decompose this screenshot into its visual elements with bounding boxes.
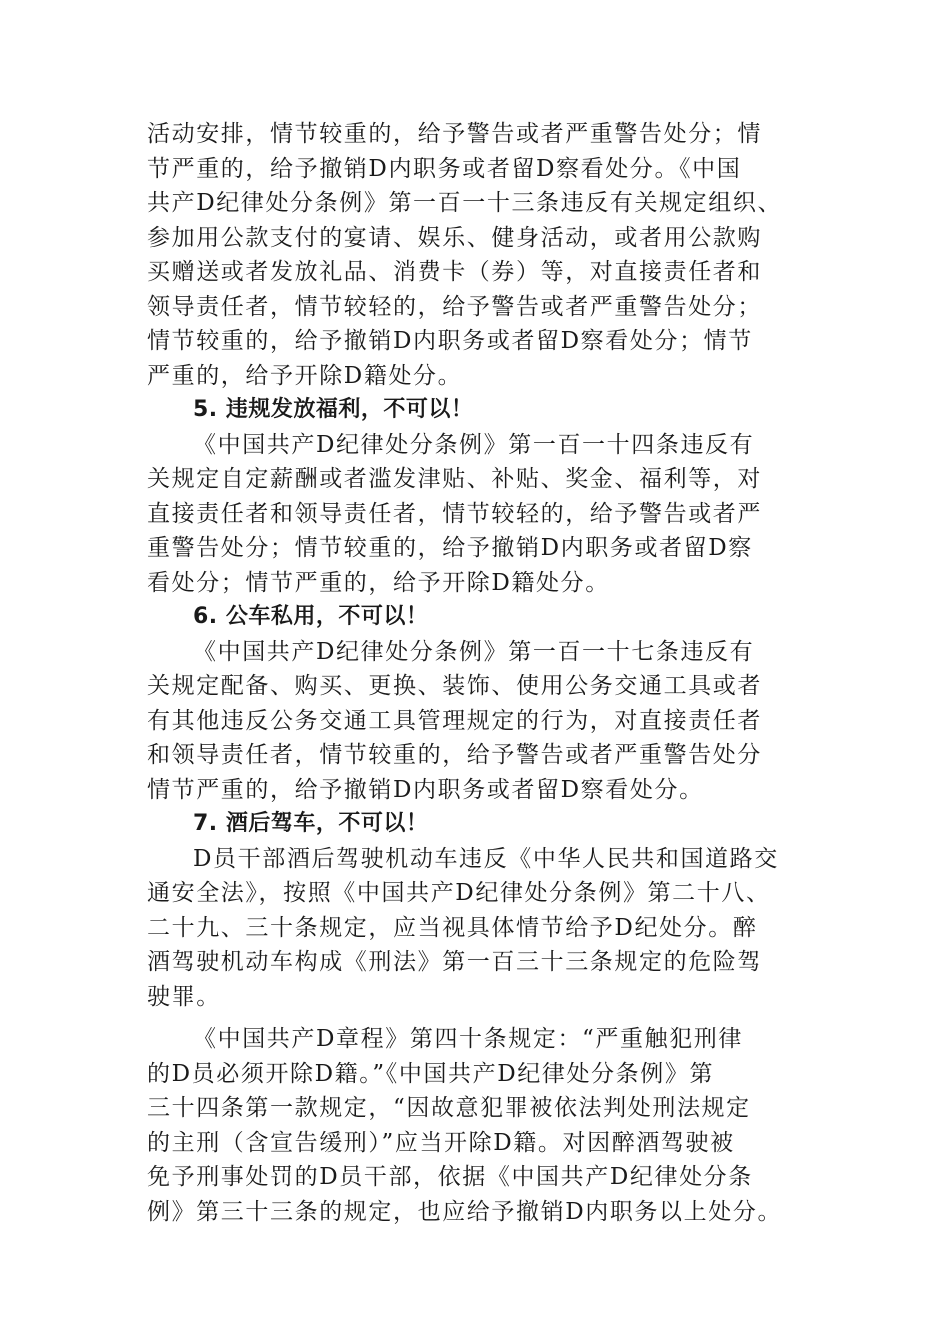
paragraph-drunk-driving	[147, 842, 812, 1015]
text-line: 活动安排，情节较重的，给予警告或者严重警告处分；情	[147, 121, 762, 147]
paragraph-continued	[147, 117, 812, 393]
text-line: 关规定配备、购买、更换、装饰、使用公务交通工具或者	[147, 673, 762, 699]
paragraph-party-constitution	[147, 1022, 812, 1229]
text-line: 三十四条第一款规定，“因故意犯罪被依法判处刑法规定	[147, 1095, 751, 1121]
text-line: 和领导责任者，情节较重的，给予警告或者严重警告处分	[147, 742, 762, 768]
text-line: 严重的，给予开除D籍处分。	[147, 362, 463, 389]
section-heading-7: 7. 酒后驾车，不可以！	[193, 811, 429, 836]
text-line: 节严重的，给予撤销D内职务或者留D察看处分。《中国	[147, 155, 742, 182]
text-line: 有其他违反公务交通工具管理规定的行为，对直接责任者	[147, 707, 762, 734]
text-line: 情节严重的，给予撤销D内职务或者留D察看处分。	[147, 776, 704, 803]
section-heading-6: 6. 公车私用，不可以！	[193, 604, 429, 629]
text-line: D员干部酒后驾驶机动车违反《中华人民共和国道路交	[193, 845, 779, 872]
text-line: 情节较重的，给予撤销D内职务或者留D察看处分；情节	[147, 328, 753, 354]
text-line: 重警告处分；情节较重的，给予撤销D内职务或者留D察	[147, 535, 753, 561]
text-line: 买赠送或者发放礼品、消费卡（券）等，对直接责任者和	[147, 259, 762, 285]
text-line: 《中国共产D章程》第四十条规定：“严重触犯刑律	[193, 1026, 743, 1052]
text-line: 参加用公款支付的宴请、娱乐、健身活动，或者用公款购	[147, 224, 762, 251]
text-line: 的主刑（含宣告缓刑）”应当开除D籍。对因醉酒驾驶被	[147, 1129, 735, 1156]
text-line: 看处分；情节严重的，给予开除D籍处分。	[147, 569, 610, 596]
text-line: 《中国共产D纪律处分条例》第一百一十七条违反有	[193, 638, 755, 665]
text-line: 《中国共产D纪律处分条例》第一百一十四条违反有	[193, 431, 755, 458]
text-line: 的D员必须开除D籍。”《中国共产D纪律处分条例》第	[147, 1060, 715, 1087]
text-line: 关规定自定薪酬或者滥发津贴、补贴、奖金、福利等，对	[147, 466, 762, 492]
paragraph-welfare	[147, 428, 812, 601]
text-line: 通安全法》，按照《中国共产D纪律处分条例》第二十八、	[147, 880, 771, 906]
section-heading-5: 5. 违规发放福利，不可以！	[193, 397, 474, 422]
text-line: 领导责任者，情节较轻的，给予警告或者严重警告处分；	[147, 293, 762, 320]
text-line: 共产D纪律处分条例》第一百一十三条违反有关规定组织、	[147, 190, 783, 216]
text-line: 驶罪。	[147, 983, 221, 1010]
text-line: 二十九、三十条规定，应当视具体情节给予D纪处分。醉	[147, 914, 758, 941]
document-body	[147, 117, 812, 1229]
text-line: 免予刑事处罚的D员干部，依据《中国共产D纪律处分条	[147, 1164, 753, 1190]
text-line: 酒驾驶机动车构成《刑法》第一百三十三条规定的危险驾	[147, 949, 762, 975]
text-line: 直接责任者和领导责任者，情节较轻的，给予警告或者严	[147, 500, 762, 527]
text-line: 例》第三十三条的规定，也应给予撤销D内职务以上处分。	[147, 1198, 783, 1225]
paragraph-official-car	[147, 635, 812, 808]
